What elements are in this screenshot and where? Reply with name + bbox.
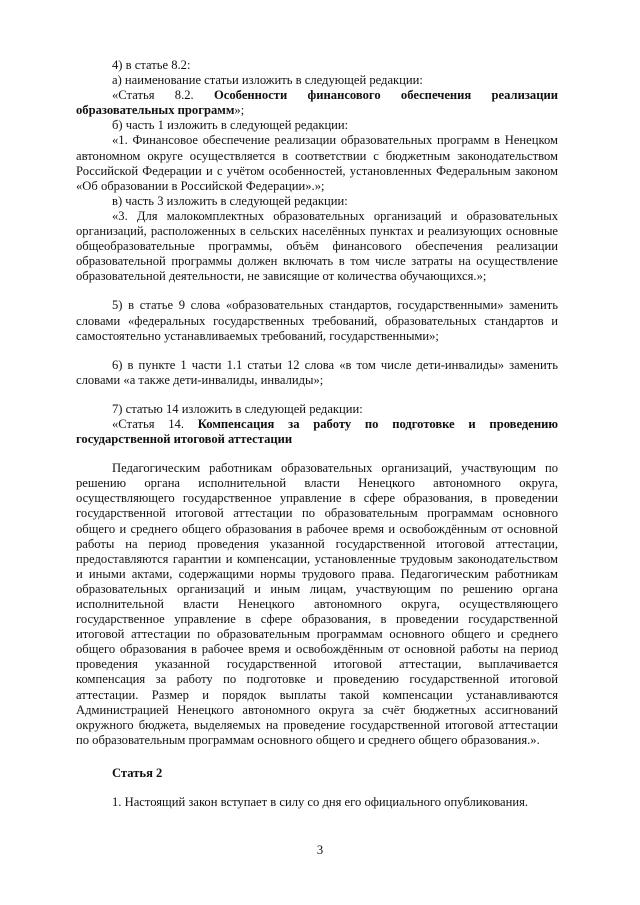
paragraph-item-4: 4) в статье 8.2:: [112, 58, 191, 72]
article-8-2-prefix: «Статья 8.2.: [112, 88, 214, 103]
paragraph-part-1-text: «1. Финансовое обеспечение реализации образовательных программ в Ненецком автономном округе осуществляется в соответствии с бюджетным законодательством Российской Федерации и с учётом особенностей, установленных Федеральным законом «Об образовании в Российской Федерации».»;: [76, 133, 558, 193]
paragraph-item-4b: б) часть 1 изложить в следующей редакции:: [112, 118, 349, 133]
spacer: [76, 781, 558, 795]
paragraph-item-4v: в) часть 3 изложить в следующей редакции:: [112, 193, 348, 208]
paragraph-item-4a: а) наименование статьи изложить в следующей редакции:: [112, 73, 423, 88]
paragraph-item-5: 5) в статье 9 слова «образовательных стандартов, государственными» заменить словами «федеральных государственных требований, образовательных стандартов и самостоятельно устанавливаемых требований, государственными»;: [76, 298, 558, 343]
article-8-2-name: Особенности финансового обеспечения реализации образовательных программ: [76, 88, 558, 118]
document-page: [76, 58, 558, 810]
page-number: 3: [316, 843, 324, 857]
spacer: [76, 748, 558, 762]
spacer: [76, 344, 558, 358]
paragraph-item-6: 6) в пункте 1 части 1.1 статьи 12 слова «в том числе дети-инвалиды» заменить словами «а также дети-инвалиды, инвалиды»;: [76, 357, 558, 387]
spacer: [76, 447, 558, 461]
spacer: [76, 388, 558, 402]
article-8-2-title: [76, 88, 558, 118]
article-14-title: [76, 417, 558, 447]
article-2-paragraph-1: 1. Настоящий закон вступает в силу со дня его официального опубликования.: [112, 795, 529, 810]
paragraph-part-3-text: «3. Для малокомплектных образовательных организаций и образовательных организаций, расположенных в сельских населённых пунктах и реализующих основные общеобразовательные программы, объём финансового обеспечения реализации образовательной программы должен включать в том числе затраты на осуществление образовательной деятельности, не зависящие от количества обучающихся.»;: [76, 208, 558, 284]
article-14-body: Педагогическим работникам образовательных организаций, участвующим по решению органа исполнительной власти Ненецкого автономного округа, осуществляющего государственное управление в сфере образования, в проведении государственной итоговой аттестации по образовательным программам основного общего и среднего общего образования в рабочее время и освобождённым от основной работы на период проведения указанной государственной итоговой аттестации, предоставляются гарантии и компенсации, установленные трудовым законодательством и иными актами, содержащими нормы трудового права. Педагогическим работникам образовательных организаций и иным лицам, участвующим по решению органа исполнительной власти Ненецкого автономного округа, осуществляющего государственное управление в сфере образования, в проведении государственной итоговой аттестации по образовательным программам основного общего и среднего общего образования в рабочее время и освобождённым от основной работы на период проведения указанной государственной итоговой аттестации, выплачивается компенсация за работу по подготовке и проведению государственной итоговой аттестации. Размер и порядок выплаты такой компенсации устанавливаются Администрацией Ненецкого автономного округа за счёт бюджетных ассигнований окружного бюджета, выделяемых на проведение государственной итоговой аттестации по образовательным программам основного общего и среднего общего образования.».: [76, 461, 558, 747]
article-8-2-suffix: »;: [234, 103, 245, 118]
spacer: [76, 284, 558, 298]
article-14-name: Компенсация за работу по подготовке и проведению государственной итоговой аттестации: [76, 416, 558, 447]
paragraph-item-7: 7) статью 14 изложить в следующей редакции:: [112, 401, 363, 416]
article-14-prefix: «Статья 14.: [112, 416, 198, 431]
article-2-heading: Статья 2: [112, 765, 163, 780]
